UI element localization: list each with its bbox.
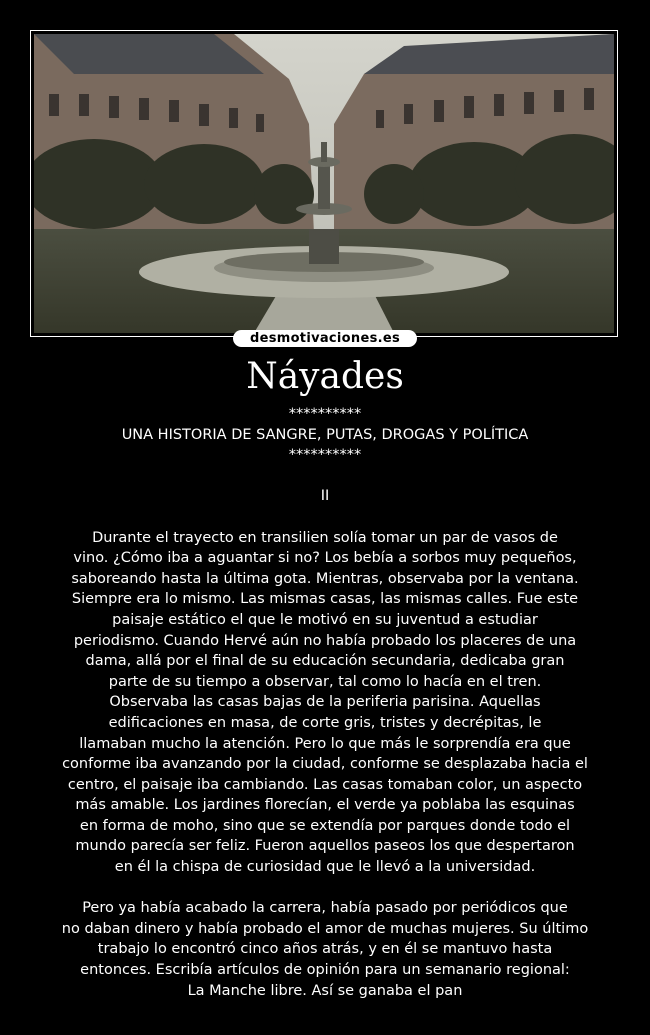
photo-frame xyxy=(30,30,618,337)
text-line: edificaciones en masa, de corte gris, tristes y decrépitas, le xyxy=(108,714,542,731)
plaza-fountain-photo xyxy=(34,34,614,333)
text-line: periodismo. Cuando Hervé aún no había probado los placeres de una xyxy=(73,632,577,649)
text-line: en él la chispa de curiosidad que le llevó a la universidad. xyxy=(114,859,536,876)
text-line: La Manche libre. Así se ganaba el pan xyxy=(187,982,463,999)
text-line: conforme iba avanzando por la ciudad, conforme se desplazaba hacia el xyxy=(62,756,588,773)
text-line: centro, el paisaje iba cambiando. Las casas tomaban color, un aspecto xyxy=(67,776,583,793)
text-line: trabajo lo encontró cinco años atrás, y en él se mantuvo hasta xyxy=(97,941,553,958)
text-line: paisaje estático el que le motivó en su juventud a estudiar xyxy=(112,611,538,628)
text-line: Siempre era lo mismo. Las mismas casas, las mismas calles. Fue este xyxy=(71,591,579,608)
text-line: no daban dinero y había probado el amor de muchas mujeres. Su último xyxy=(61,920,589,937)
text-line: Durante el trayecto en transilien solía tomar un par de vasos de xyxy=(92,529,558,546)
text-line: Observaba las casas bajas de la periferia parisina. Aquellas xyxy=(109,694,541,711)
text-line: mundo parecía ser feliz. Fueron aquellos paseos los que despertaron xyxy=(75,838,575,855)
text-line: entonces. Escribía artículos de opinión para un semanario regional: xyxy=(80,962,570,979)
text-line: dama, allá por el final de su educación secundaria, dedicaba gran xyxy=(85,653,565,670)
text-line: parte de su tiempo a observar, tal como lo hacía en el tren. xyxy=(108,673,542,690)
text-line: llamaban mucho la atención. Pero lo que más le sorprendía era que xyxy=(79,735,571,752)
text-line: en forma de moho, sino que se extendía por parques donde todo el xyxy=(79,817,571,834)
stars-separator-bottom: ********** xyxy=(288,447,362,464)
text-line: Pero ya había acabado la carrera, había pasado por periódicos que xyxy=(82,900,568,917)
paragraph-2 xyxy=(40,898,610,1001)
text-line: vino. ¿Cómo iba a aguantar si no? Los bebía a sorbos muy pequeños, xyxy=(73,550,577,567)
stars-separator-top: ********** xyxy=(288,406,362,422)
paragraph-1 xyxy=(40,528,610,878)
chapter-number: II xyxy=(320,488,330,505)
poster-title: Náyades xyxy=(246,356,404,397)
site-logo[interactable]: desmotivaciones.es xyxy=(233,330,417,347)
text-line: más amable. Los jardines florecían, el verde ya poblaba las esquinas xyxy=(75,797,575,814)
story-subtitle: UNA HISTORIA DE SANGRE, PUTAS, DROGAS Y POLÍTICA xyxy=(121,426,529,443)
poster-text xyxy=(40,404,610,1001)
text-line: saboreando hasta la última gota. Mientras, observaba por la ventana. xyxy=(71,570,579,587)
